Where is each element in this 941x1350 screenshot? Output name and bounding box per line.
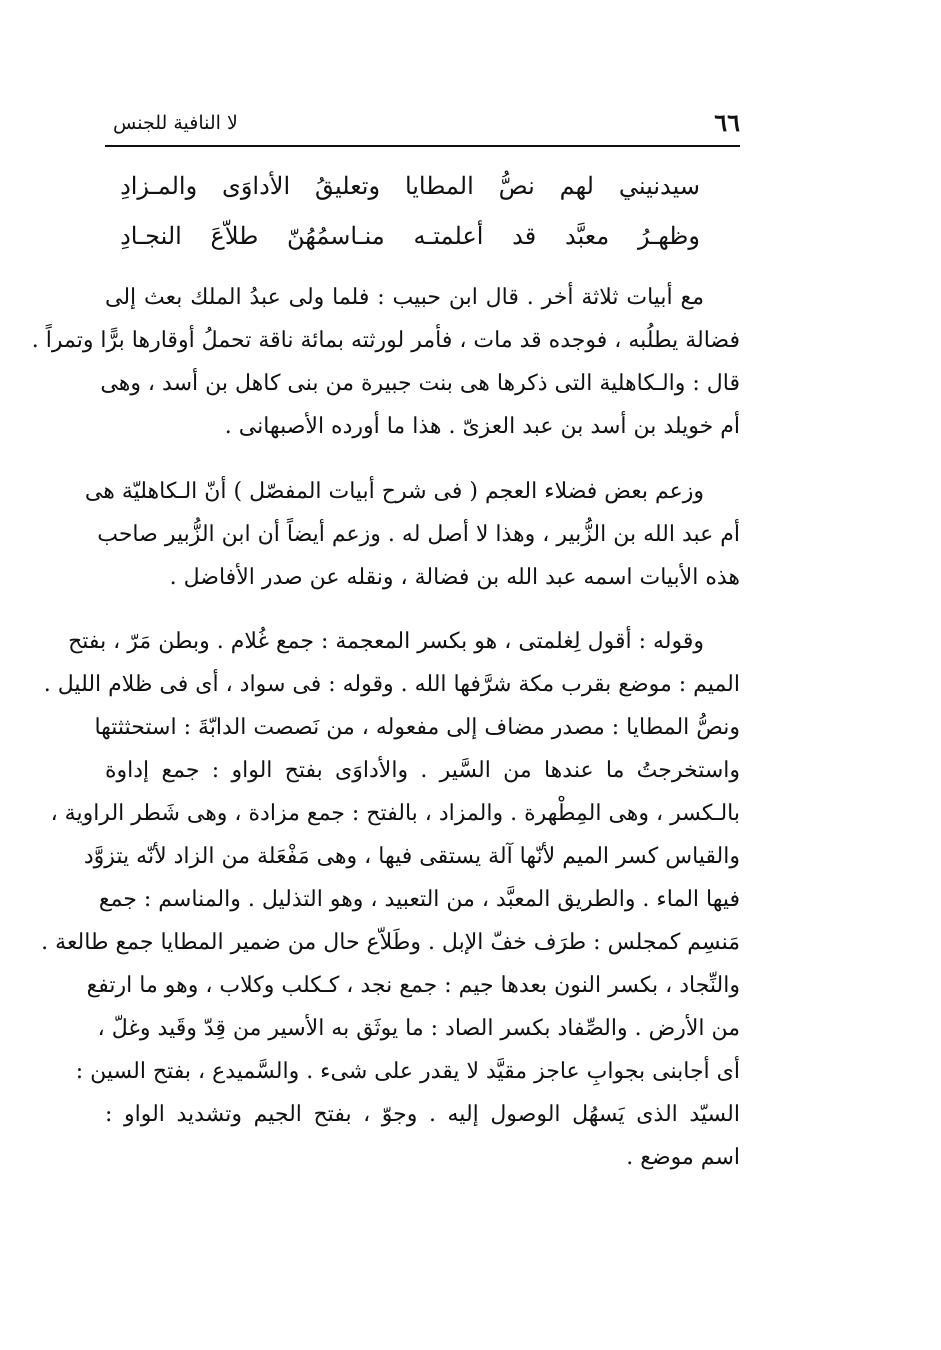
verse-line-1: [120, 172, 700, 200]
text-line: اسم موضع .: [626, 1145, 740, 1170]
verse-word: النجـادِ: [120, 222, 182, 250]
text-line: فيها الماء . والطريق المعبَّد ، من التعبيد ، وهو التذليل . والمناسم : جمع: [98, 887, 740, 912]
paragraph-1: [31, 276, 740, 448]
text-line: واستخرجتُ ما عندها من السَّير . والأداوَى بفتح الواو : جمع إداوة: [105, 758, 740, 783]
paragraph-2: [84, 470, 740, 599]
page-number: ٦٦: [714, 108, 740, 137]
header-rule: [105, 145, 740, 147]
paragraph-3: [41, 620, 740, 1179]
text-line: أم خويلد بن أسد بن عبد العزىّ . هذا ما أورده الأصبهانى .: [224, 414, 740, 439]
text-line: مَنسِم كمجلس : طرَف خفّ الإبل . وطَلاّع حال من ضمير المطايا جمع طالعة .: [41, 930, 740, 955]
text-line: والقياس كسر الميم لأنّها آلة يستقى فيها ، وهى مَفْعَلة من الزاد لأنّه يتزوَّد: [83, 844, 740, 869]
text-line: مع أبيات ثلاثة أخر . قال ابن حبيب : فلما ولى عبدُ الملك بعث إلى: [105, 285, 704, 310]
text-line: فضالة يطلُبه ، فوجده قد مات ، فأمر لورثته بمائة ناقة تحملُ أوقارها برًّا وتمراً .: [31, 328, 740, 353]
verse-word: قد: [512, 222, 537, 250]
verse-word: نصُّ: [498, 172, 535, 200]
text-line: قال : والـكاهلية التى ذكرها هى بنت جبيرة من بنى كاهل بن أسد ، وهى: [100, 371, 740, 396]
text-line: من الأرض . والصِّفاد بكسر الصاد : ما يوثَق به الأسير من قِدّ وقَيد وغلّ ،: [97, 1016, 740, 1041]
text-line: والنِّجاد ، بكسر النون بعدها جيم : جمع نجد ، كـكلب وكلاب ، وهو ما ارتفع: [86, 973, 740, 998]
verse-word: الأداوَى: [222, 172, 291, 200]
verse-word: والمـزادِ: [120, 172, 198, 200]
text-line: أى أجابنى بجوابِ عاجز مقيَّد لا يقدر على شىء . والسَّميدع ، بفتح السين :: [75, 1059, 740, 1084]
text-line: وزعم بعض فضلاء العجم ( فى شرح أبيات المفصّل ) أنّ الـكاهليّة هى: [84, 479, 704, 504]
text-line: أم عبد الله بن الزُّبير ، وهذا لا أصل له . وزعم أيضاً أن ابن الزُّبير صاحب: [97, 522, 740, 547]
verse-word: أعلمتـه: [413, 222, 484, 250]
text-line: هذه الأبيات اسمه عبد الله بن فضالة ، ونقله عن صدر الأفاضل .: [169, 565, 740, 590]
text-line: الميم : موضع بقرب مكة شرَّفها الله . وقوله : فى سواد ، أى فى ظلام الليل .: [43, 672, 740, 697]
text-line: وقوله : أقول لِغلمتى ، هو بكسر المعجمة : جمع غُلام . وبطن مَرّ ، بفتح: [68, 629, 704, 654]
verse-word: منـاسمُهُنّ: [287, 222, 385, 250]
text-line: بالـكسر ، وهى المِطْهرة . والمزاد ، بالفتح : جمع مزادة ، وهى شَطر الراوية ،: [50, 801, 740, 826]
verse-word: المطايا: [404, 172, 474, 200]
text-line: ونصُّ المطايا : مصدر مضاف إلى مفعوله ، من نَصصت الدابّةَ : استحثثتها: [94, 715, 740, 740]
verse-line-2: [120, 222, 700, 250]
verse-word: وتعليقُ: [315, 172, 381, 200]
page-header: [105, 108, 740, 138]
text-line: السيّد الذى يَسهُل الوصول إليه . وجوّ ، بفتح الجيم وتشديد الواو :: [105, 1102, 740, 1127]
verse-word: طلاّعَ: [210, 222, 259, 250]
running-title: لا النافية للجنس: [113, 112, 238, 134]
verse-word: معبَّد: [564, 222, 610, 250]
verse-word: لهم: [559, 172, 594, 200]
verse-word: وظهـرُ: [637, 222, 700, 250]
verse-word: سيدنيني: [618, 172, 700, 200]
